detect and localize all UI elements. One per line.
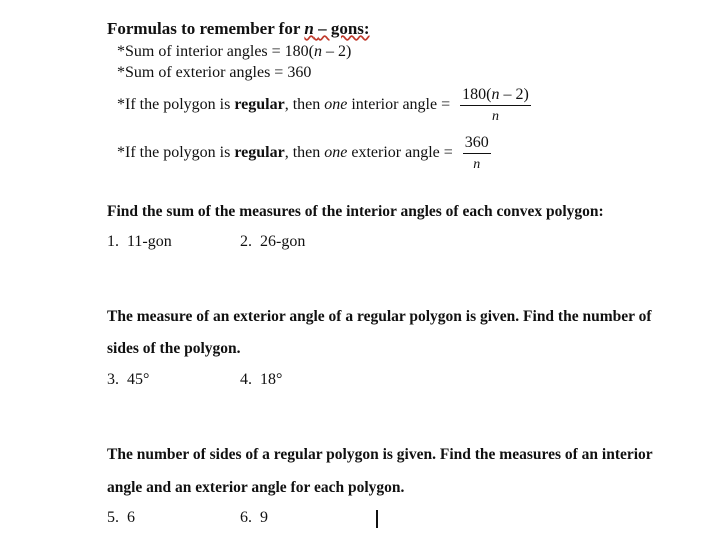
problem-3: 3. 45°	[107, 371, 150, 388]
formulas-title: Formulas to remember for n – gons:	[107, 19, 370, 38]
formula-sum-exterior: *Sum of exterior angles = 360	[117, 64, 312, 81]
problem-1: 1. 11-gon	[107, 233, 172, 250]
section3-heading-line2: angle and an exterior angle for each polygon.	[107, 479, 405, 496]
formula-sum-interior: *Sum of interior angles = 180(n – 2)	[117, 43, 352, 60]
interior-angle-fraction	[460, 86, 531, 125]
section3-heading-line1: The number of sides of a regular polygon is given. Find the measures of an interior	[107, 446, 653, 463]
formula-regular-exterior: *If the polygon is regular, then one exterior angle = $\frac{360}{n}$	[117, 134, 489, 172]
fraction-denominator: n	[491, 109, 499, 124]
fraction-denominator: n	[473, 157, 481, 172]
section2-heading-line1: The measure of an exterior angle of a regular polygon is given. Find the number of	[107, 308, 652, 325]
problem-6: 6. 9	[240, 509, 268, 526]
exterior-angle-fraction	[463, 134, 491, 173]
section1-heading: Find the sum of the measures of the interior angles of each convex polygon:	[107, 203, 604, 220]
text-cursor	[376, 510, 378, 528]
problem-2: 2. 26-gon	[240, 233, 306, 250]
problem-4: 4. 18°	[240, 371, 283, 388]
title-ngons: n – gons:	[304, 19, 370, 38]
fraction-numerator: 180(n – 2)	[460, 86, 531, 106]
formula-regular-interior: *If the polygon is regular, then one interior angle = $\frac{180(n - 2)}{n}$	[117, 86, 529, 124]
section2-heading-line2: sides of the polygon.	[107, 340, 241, 357]
problem-5: 5. 6	[107, 509, 135, 526]
fraction-numerator: 360	[463, 134, 491, 154]
